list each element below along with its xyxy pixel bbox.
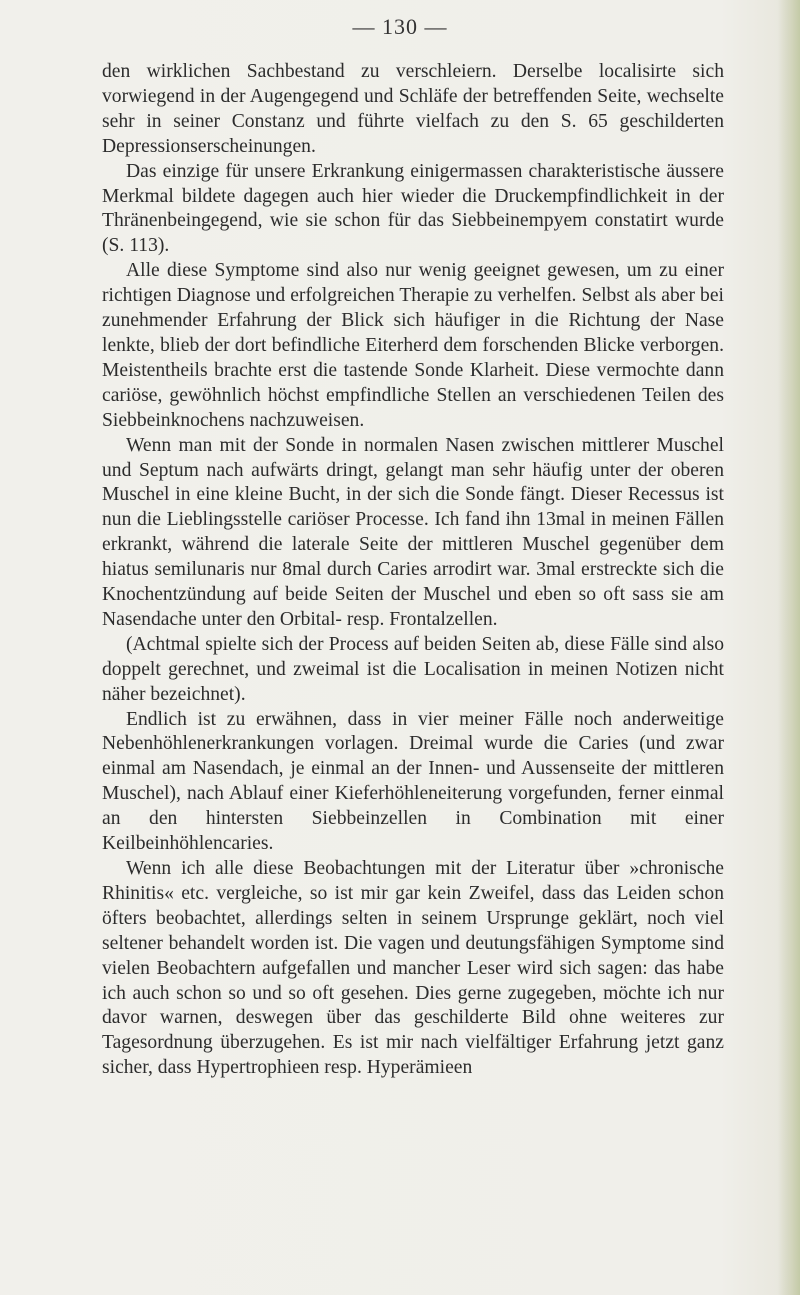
body-text — [102, 60, 724, 1081]
paragraph-recessus-findings: Wenn man mit der Sonde in normalen Nasen zwischen mittlerer Muschel und Septum nach aufwärts dringt, gelangt man sehr häufig unter der oberen Muschel in eine kleine Bucht, in der sich die Sonde fängt. Dieser Recessus ist nun die Lieblingsstelle cariöser Processe. Ich fand ihn 13mal in meinen Fällen erkrankt, während die laterale Seite der mittleren Muschel gegenüber dem hiatus semilunaris nur 8mal durch Caries arrodirt war. 3mal erstreckte sich die Knochentzündung auf beide Seiten der Muschel und eben so oft sass sie am Nasendache unter den Orbital- resp. Frontalzellen. — [102, 434, 724, 630]
page-number-header: — 130 — — [352, 14, 448, 39]
paragraph-other-sinus-disease: Endlich ist zu erwähnen, dass in vier meiner Fälle noch anderweitige Nebenhöhlenerkrankungen vorlagen. Dreimal wurde die Caries (und zwar einmal am Nasendach, je einmal an der Innen- und Aussenseite der mittleren Muschel), nach Ablauf einer Kieferhöhleneiterung vorgefunden, ferner einmal an den hintersten Siebbeinzellen in Combination mit einer Keilbeinhöhlencaries. — [102, 708, 724, 855]
paragraph-tear-bone-tenderness: Das einzige für unsere Erkrankung einigermassen charakteristische äussere Merkmal bildete dagegen auch hier wieder die Druckempfindlichkeit in der Thränenbeingegend, wie sie schon für das Siebbeinempyem constatirt wurde (S. 113). — [102, 160, 724, 257]
paragraph-bilateral-note: (Achtmal spielte sich der Process auf beiden Seiten ab, diese Fälle sind also doppelt gerechnet, und zweimal ist die Localisation in meinen Notizen nicht näher bezeichnet). — [102, 633, 724, 705]
page-edge-shadow — [778, 0, 800, 1295]
paragraph-diagnosis-difficulty: Alle diese Symptome sind also nur wenig geeignet gewesen, um zu einer richtigen Diagnose und erfolgreichen Therapie zu verhelfen. Selbst als aber bei zunehmender Erfahrung der Blick sich häufiger in die Richtung der Nase lenkte, blieb der dort befindliche Eiterherd dem forschenden Blicke verborgen. Meistentheils brachte erst die tastende Sonde Klarheit. Diese vermochte dann cariöse, gewöhnlich höchst empfindliche Stellen an verschiedenen Teilen des Siebbeinknochens nachzuweisen. — [102, 260, 724, 431]
paragraph-literature-comparison: Wenn ich alle diese Beobachtungen mit der Literatur über »chronische Rhinitis« etc. vergleiche, so ist mir gar kein Zweifel, dass das Leiden schon öfters beobachtet, allerdings selten in seinem Ursprunge geklärt, noch viel seltener behandelt worden ist. Die vagen und deutungsfähigen Symptome sind vielen Beobachtern aufgefallen und mancher Leser wird sich sagen: das habe ich auch schon so und so oft gesehen. Dies gerne zugegeben, möchte ich nur davor warnen, deswegen über das geschilderte Bild ohne weiteres zur Tagesordnung überzugehen. Es ist mir nach vielfältiger Erfahrung jetzt ganz sicher, dass Hypertrophieen resp. Hyperämieen — [102, 858, 724, 1079]
paragraph-continuation: den wirklichen Sachbestand zu verschleiern. Derselbe localisirte sich vorwiegend in der Augengegend und Schläfe der betreffenden Seite, wechselte sehr in seiner Constanz und führte vielfach zu den S. 65 geschilderten Depressionserscheinungen. — [102, 61, 724, 157]
